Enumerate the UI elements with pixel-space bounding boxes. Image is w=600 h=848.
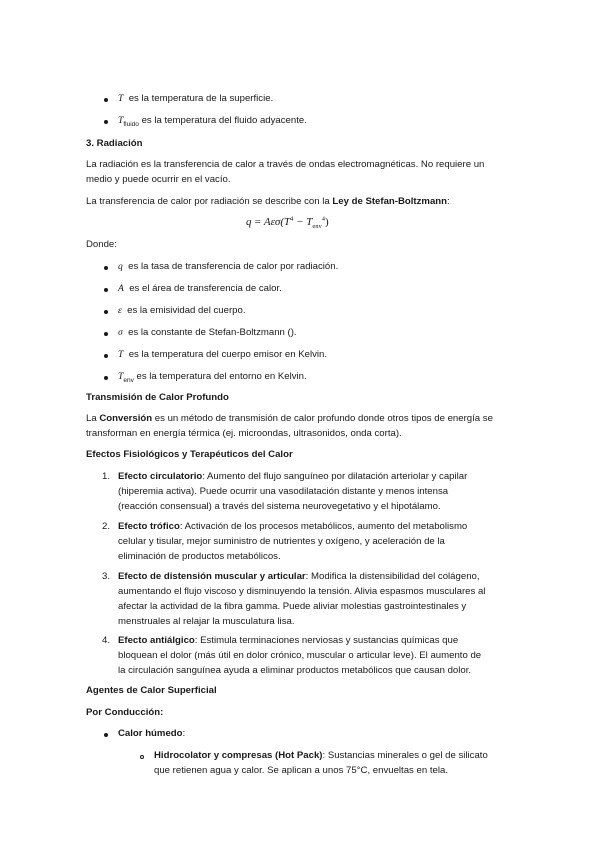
bullet-circle [140, 755, 144, 759]
subsection-heading: Por Conducción: [86, 707, 164, 718]
paragraph: La transferencia de calor por radiación se describe con la Ley de Stefan-Boltzmann: [86, 196, 450, 207]
numbered-item: Efecto circulatorio: Aumento del flujo sanguíneo por dilatación arteriolar y capilar (hiperemia activa). Puede ocurrir una vasodilatación distante y menos intensa (reacción consensual) a través del sistema neurovegetativo y el hipotálamo. [118, 471, 468, 512]
list-item: Hidrocolator y compresas (Hot Pack): Sustancias minerales o gel de silicato que retienen agua y calor. Se aplican a unos 75°C, envueltas en tela. [154, 750, 488, 776]
bullet-dot [104, 354, 108, 358]
bullet-dot [104, 288, 108, 292]
paragraph: La Conversión es un método de transmisión de calor profundo donde otros tipos de energía se transforman en energía térmica (ej. microondas, ultrasonidos, onda corta). [86, 413, 493, 439]
paragraph: Donde: [86, 239, 117, 250]
section-heading: 3. Radiación [86, 138, 143, 149]
list-item: ε es la emisividad del cuerpo. [118, 305, 246, 316]
bullet-dot [104, 120, 108, 124]
numbered-item: Efecto antiálgico: Estimula terminaciones nerviosas y sustancias químicas que bloquean el dolor (más útil en dolor crónico, muscular o articular leve). El aumento de la circulación sanguínea ayuda a eliminar productos metabólicos que causan dolor. [118, 635, 482, 676]
bullet-dot [104, 310, 108, 314]
list-item: A es el área de transferencia de calor. [118, 283, 282, 294]
list-item: Calor húmedo: [118, 728, 186, 739]
list-number: 2. [102, 521, 111, 532]
list-item: σ es la constante de Stefan-Boltzmann (). [118, 327, 297, 338]
paragraph: La radiación es la transferencia de calor a través de ondas electromagnéticas. No requiere un medio y puede ocurrir en el vacío. [86, 159, 485, 185]
bullet-dot [104, 266, 108, 270]
list-item: T es la temperatura de la superficie. [118, 93, 274, 104]
numbered-item: Efecto de distensión muscular y articular: Modifica la distensibilidad del colágeno, aumentando el flujo viscoso y disminuyendo la tensión. Alivia espasmos musculares al afectar la actividad de la fibra gamma. Puede aliviar molestias gastrointestinales y menstruales al relajar la musculatura lisa. [118, 571, 486, 627]
section-heading: Transmisión de Calor Profundo [86, 392, 229, 403]
list-number: 3. [102, 571, 111, 582]
bullet-dot [104, 376, 108, 380]
list-number: 1. [102, 471, 111, 482]
list-item: T es la temperatura del cuerpo emisor en Kelvin. [118, 349, 328, 360]
bullet-dot [104, 332, 108, 336]
numbered-item: Efecto trófico: Activación de los procesos metabólicos, aumento del metabolismo celular y tisular, mejor suministro de nutrientes y oxígeno, y aceleración de la eliminación de productos metabólicos. [118, 521, 468, 562]
list-item: $T_{fluido}$ es la temperatura del fluido adyacente. [118, 115, 307, 128]
formula: $q = A\varepsilon\sigma(T^4 - T_{env}^4)$ [246, 215, 329, 231]
bullet-dot [104, 733, 108, 737]
bullet-dot [104, 98, 108, 102]
list-item: q es la tasa de transferencia de calor por radiación. [118, 261, 339, 272]
list-number: 4. [102, 635, 111, 646]
section-heading: Agentes de Calor Superficial [86, 685, 217, 696]
list-item: $T_{env}$ es la temperatura del entorno en Kelvin. [118, 371, 307, 384]
section-heading: Efectos Fisiológicos y Terapéuticos del Calor [86, 449, 293, 460]
